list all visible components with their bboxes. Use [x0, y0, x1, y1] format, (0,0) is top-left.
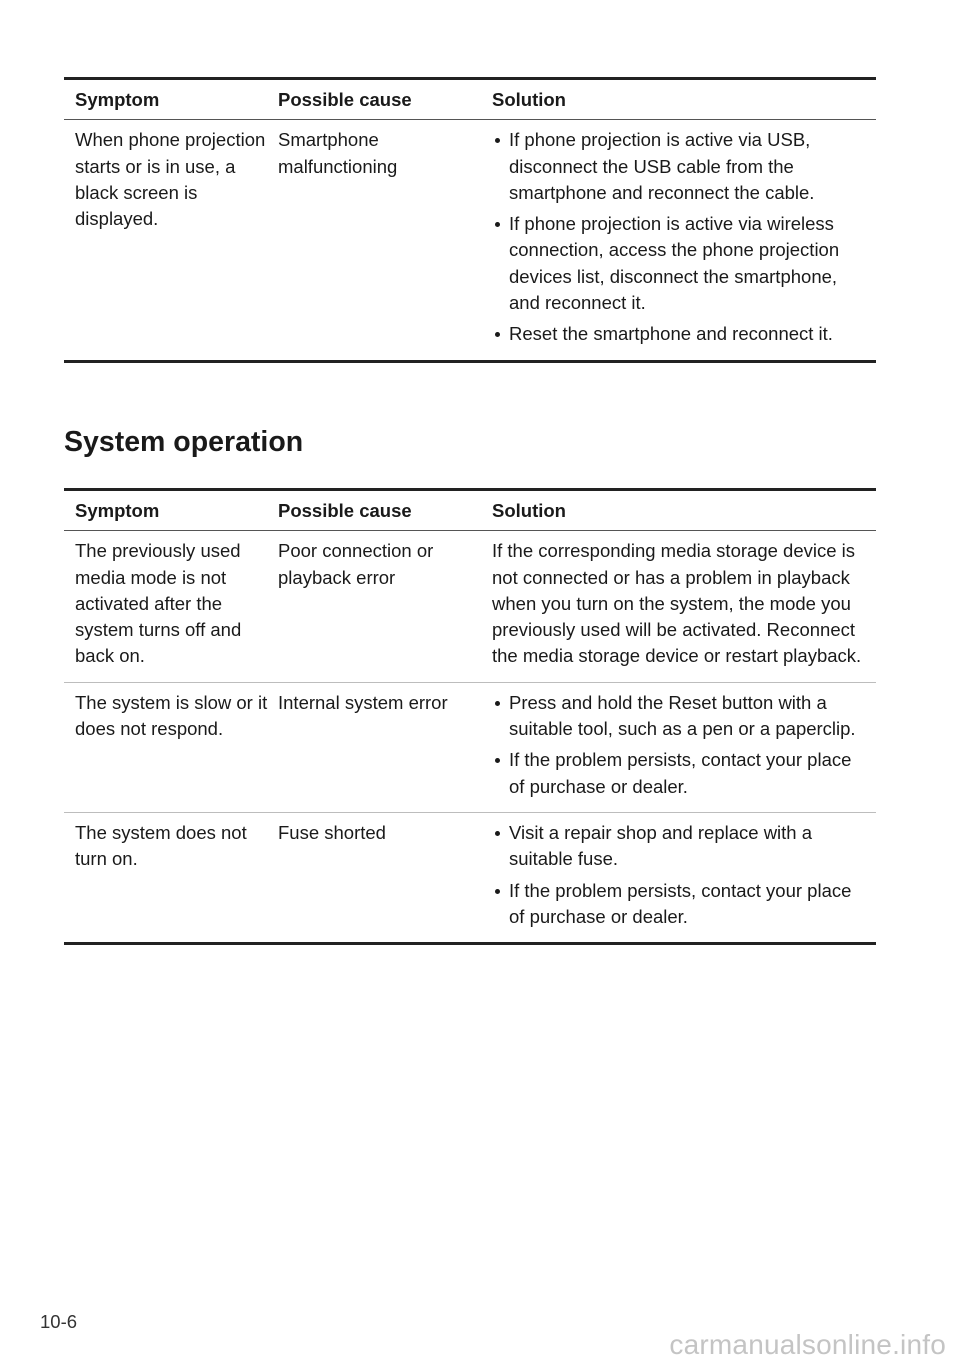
header-solution: Solution	[492, 79, 876, 120]
section-title: System operation	[64, 426, 304, 458]
header-possible-cause: Possible cause	[278, 79, 492, 120]
cause-cell: Internal system error	[278, 682, 492, 812]
table-row	[64, 120, 876, 361]
symptom-cell: The previously used media mode is not activated after the system turns off and back on.	[75, 540, 242, 667]
symptom-cell: The system is slow or it does not respond.	[64, 682, 278, 812]
solution-list	[492, 690, 870, 800]
solution-item: Visit a repair shop and replace with a suitable fuse.	[492, 820, 870, 873]
table-row	[64, 682, 876, 812]
table-header-row	[64, 490, 876, 531]
table-header-row	[64, 79, 876, 120]
solution-cell	[492, 812, 876, 943]
solution-item: Press and hold the Reset button with a suitable tool, such as a pen or a paperclip.	[492, 690, 870, 743]
table-row	[64, 812, 876, 943]
cause-cell: Smartphone malfunctioning	[278, 129, 398, 177]
header-possible-cause: Possible cause	[278, 490, 492, 531]
solution-list	[492, 127, 870, 347]
solution-list	[492, 820, 870, 930]
system-operation-troubleshooting-table	[64, 488, 876, 945]
header-solution: Solution	[492, 490, 876, 531]
phone-projection-troubleshooting-table	[64, 77, 876, 363]
watermark: carmanualsonline.info	[669, 1329, 946, 1360]
symptom-cell: The system does not turn on.	[64, 812, 278, 943]
solution-cell	[492, 682, 876, 812]
page-number: 10-6	[40, 1311, 78, 1332]
solution-cell: If the corresponding media storage device is not connected or has a problem in playback when you turn on the system, the mode you previously used will be activated. Reconnect the media storage device or restart playback.	[492, 540, 862, 667]
solution-item: If phone projection is active via wireless connection, access the phone projection devices list, disconnect the smartphone, and reconnect it.	[492, 211, 870, 316]
header-symptom: Symptom	[64, 490, 278, 531]
solution-cell	[492, 120, 876, 361]
solution-item: If the problem persists, contact your place of purchase or dealer.	[492, 747, 870, 800]
solution-item: Reset the smartphone and reconnect it.	[492, 321, 870, 347]
solution-item: If phone projection is active via USB, disconnect the USB cable from the smartphone and reconnect the cable.	[492, 127, 870, 206]
symptom-cell: When phone projection starts or is in use, a black screen is displayed.	[75, 129, 266, 230]
cause-cell: Fuse shorted	[278, 812, 492, 943]
header-symptom: Symptom	[64, 79, 278, 120]
solution-item: If the problem persists, contact your place of purchase or dealer.	[492, 878, 870, 931]
table-row	[64, 531, 876, 682]
cause-cell: Poor connection or playback error	[278, 540, 434, 588]
